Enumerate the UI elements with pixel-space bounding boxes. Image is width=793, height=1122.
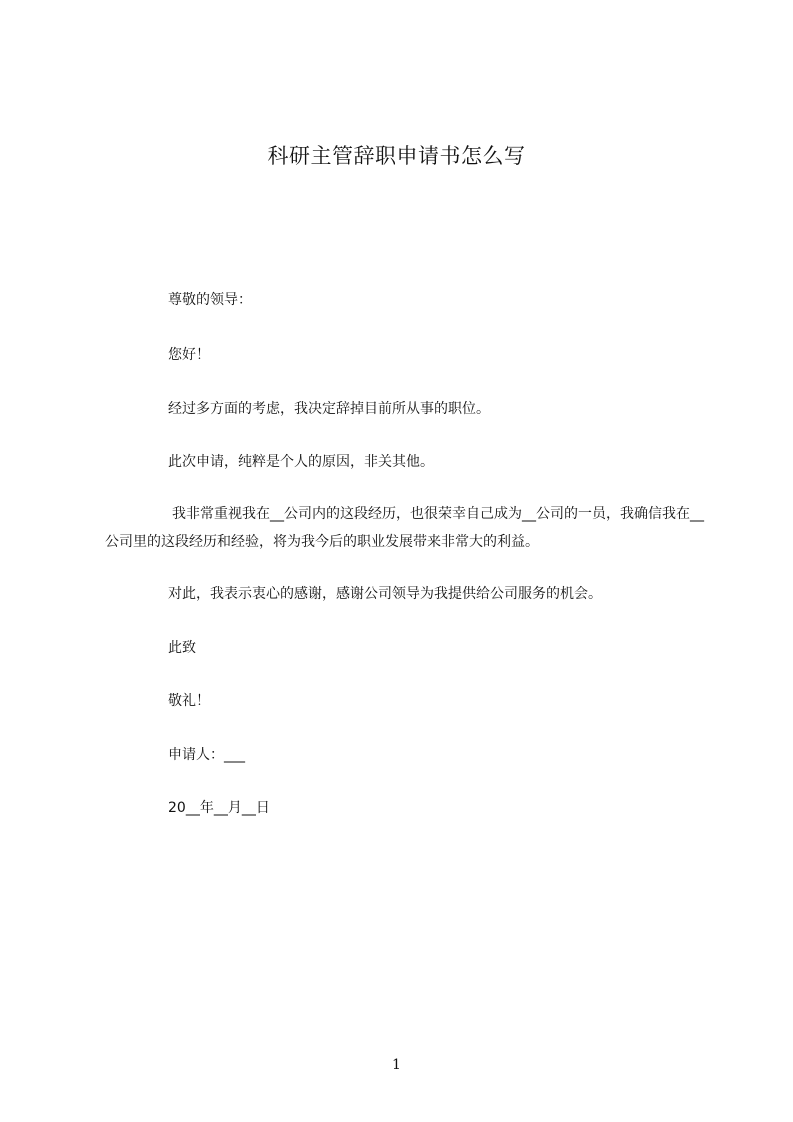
document-title: 科研主管辞职申请书怎么写 xyxy=(267,144,526,168)
closing-line-1: 此致 xyxy=(168,640,196,656)
date-line: 20__年__月__日 xyxy=(168,800,270,816)
greeting: 您好！ xyxy=(168,347,210,363)
paragraph-experience-text: 我非常重视我在__公司内的这段经历，也很荣幸自己成为__公司的一员，我确信我在__公司里的这段经历和经验，将为我今后的职业发展带来非常大的利益。 xyxy=(105,506,704,550)
closing-line-2: 敬礼！ xyxy=(168,693,210,709)
paragraph-experience xyxy=(105,500,705,556)
paragraph-thanks: 对此，我表示衷心的感谢，感谢公司领导为我提供给公司服务的机会。 xyxy=(168,586,602,602)
paragraph-decision: 经过多方面的考虑，我决定辞掉目前所从事的职位。 xyxy=(168,401,490,417)
salutation: 尊敬的领导： xyxy=(168,292,252,308)
page-number: 1 xyxy=(392,1057,401,1073)
paragraph-reason: 此次申请，纯粹是个人的原因，非关其他。 xyxy=(168,454,434,470)
applicant-signature: 申请人：___ xyxy=(168,747,245,763)
